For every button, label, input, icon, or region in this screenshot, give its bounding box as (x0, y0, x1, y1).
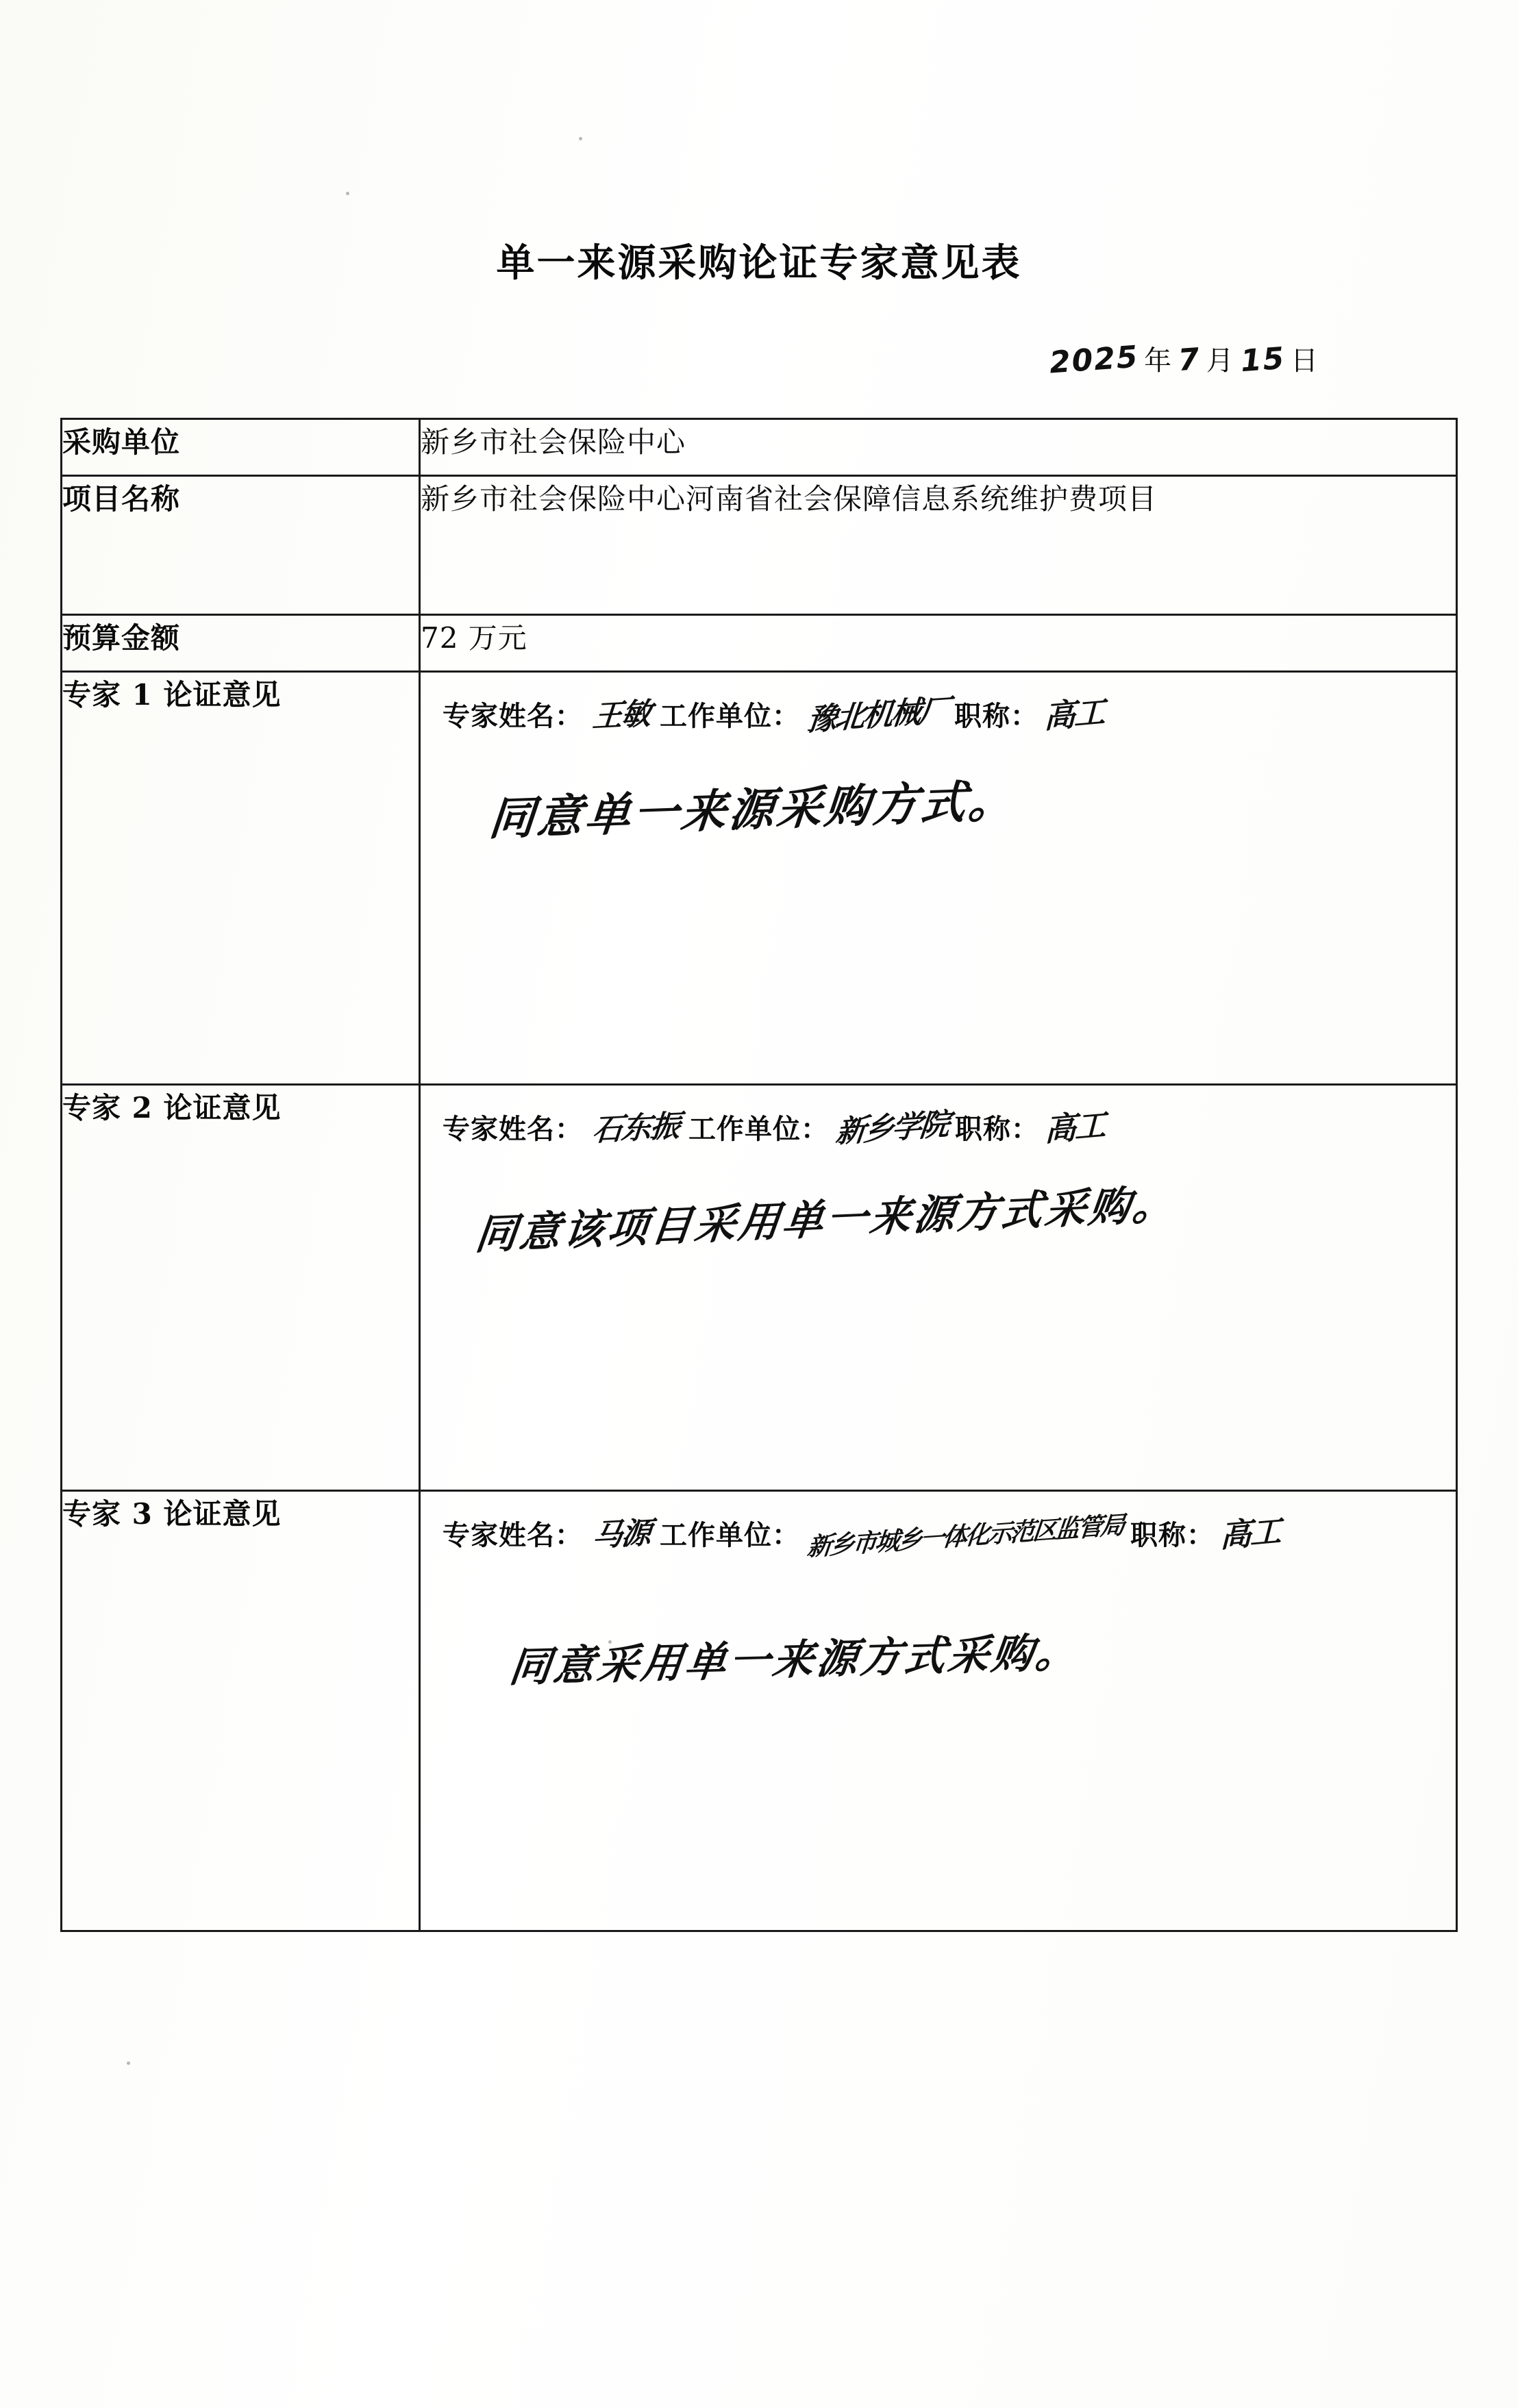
table-row-purchasing-unit (62, 419, 1457, 476)
table-row-expert-3 (62, 1491, 1457, 1931)
row-label-purchasing-unit: 采购单位 (62, 419, 420, 476)
expert-3-unit-value: 新乡市城乡一体化示范区监管局 (806, 1511, 1125, 1562)
expert-opinion-table (60, 418, 1458, 1932)
row-value-purchasing-unit: 新乡市社会保险中心 (420, 419, 1457, 476)
expert-2-title-value: 高工 (1044, 1106, 1106, 1149)
row-label-expert-3: 专家 3 论证意见 (62, 1491, 420, 1931)
page-title: 单一来源采购论证专家意见表 (496, 240, 1022, 286)
table-row-project-name (62, 476, 1457, 615)
expert-1-name-label: 专家姓名： (443, 700, 583, 732)
table-row-budget (62, 615, 1457, 672)
expert-1-name-value: 王敏 (590, 696, 652, 735)
row-value-expert-3 (420, 1491, 1457, 1931)
row-value-budget: 72 万元 (420, 615, 1457, 672)
expert-3-title-value: 高工 (1219, 1512, 1281, 1555)
date-day-value: 15 (1239, 340, 1286, 379)
expert-2-unit-value: 新乡学院 (834, 1107, 950, 1150)
date-year-value: 2025 (1048, 339, 1140, 381)
expert-3-name-label: 专家姓名： (443, 1519, 583, 1551)
expert-2-name-label: 专家姓名： (443, 1113, 583, 1145)
expert-1-title-value: 高工 (1043, 693, 1105, 736)
expert-3-header (421, 1492, 1456, 1562)
expert-1-unit-value: 豫北机械厂 (805, 692, 949, 738)
expert-1-title-label: 职称： (954, 700, 1038, 732)
table-row-expert-2 (62, 1085, 1457, 1491)
expert-1-opinion: 同意单一来源采购方式。 (486, 774, 1019, 846)
row-value-expert-2 (420, 1085, 1457, 1491)
row-value-expert-1 (420, 672, 1457, 1085)
date-month-label: 月 (1206, 345, 1235, 377)
expert-2-header (421, 1086, 1456, 1152)
expert-1-unit-label: 工作单位： (660, 700, 800, 732)
expert-2-unit-label: 工作单位： (688, 1113, 829, 1145)
expert-3-title-label: 职称： (1130, 1519, 1215, 1551)
expert-3-name-value: 马源 (590, 1515, 652, 1554)
expert-2-title-label: 职称： (955, 1113, 1039, 1145)
document-date (1044, 339, 1319, 381)
scan-speck (346, 192, 349, 195)
table-row-expert-1 (62, 672, 1457, 1085)
row-label-expert-2: 专家 2 论证意见 (62, 1085, 420, 1491)
scan-speck (127, 2061, 130, 2065)
expert-2-opinion: 同意该项目采用单一来源方式采购。 (473, 1180, 1180, 1259)
row-value-project-name: 新乡市社会保险中心河南省社会保障信息系统维护费项目 (420, 476, 1457, 615)
expert-1-header (421, 673, 1456, 739)
row-label-expert-1: 专家 1 论证意见 (62, 672, 420, 1085)
scan-speck (579, 137, 582, 140)
expert-3-unit-label: 工作单位： (660, 1519, 800, 1551)
expert-3-opinion: 同意采用单一来源方式采购。 (507, 1628, 1082, 1692)
date-day-label: 日 (1291, 345, 1319, 377)
row-label-budget: 预算金额 (62, 615, 420, 672)
expert-2-name-value: 石东振 (590, 1108, 681, 1149)
date-year-label: 年 (1144, 345, 1173, 377)
date-month-value: 7 (1177, 341, 1202, 379)
row-label-project-name: 项目名称 (62, 476, 420, 615)
